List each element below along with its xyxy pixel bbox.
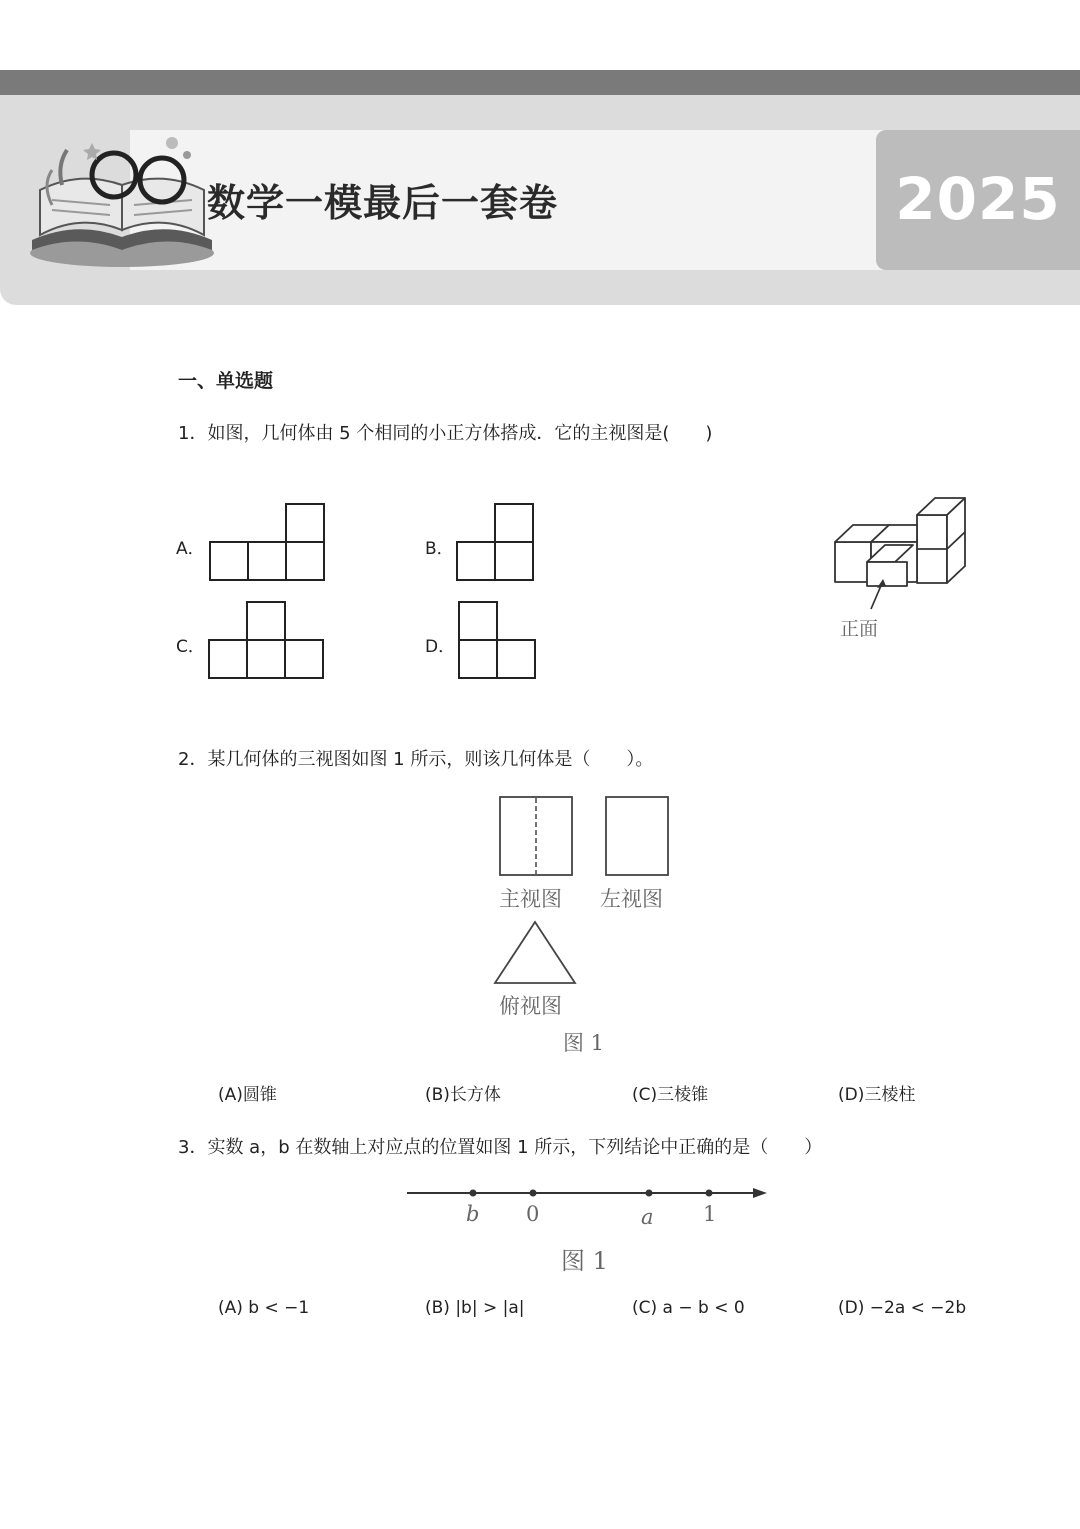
book-glasses-icon xyxy=(22,125,222,275)
question-1-stem: 1．如图，几何体由 5 个相同的小正方体搭成．它的主视图是( ) xyxy=(178,423,713,444)
question-2-stem: 2．某几何体的三视图如图 1 所示，则该几何体是（ ）。 xyxy=(178,749,654,770)
q3-axis-label-1: 1 xyxy=(703,1202,717,1226)
q3-figure-caption: 图 1 xyxy=(561,1247,608,1275)
q1-option-b-figure xyxy=(456,503,536,581)
q3-axis-label-0: 0 xyxy=(526,1202,540,1226)
q2-top-view-label: 俯视图 xyxy=(499,994,562,1018)
q2-front-view xyxy=(499,796,575,878)
year-text: 2025 xyxy=(895,165,1061,233)
q2-left-view xyxy=(605,796,671,878)
q2-option-a: (A)圆锥 xyxy=(218,1085,277,1105)
q3-number-line xyxy=(405,1183,770,1203)
q1-option-c-figure xyxy=(208,601,326,679)
q3-option-c: (C) a − b < 0 xyxy=(632,1298,745,1318)
q1-option-b-label: B． xyxy=(425,539,454,559)
q2-option-d: (D)三棱柱 xyxy=(838,1085,916,1105)
q2-front-view-label: 主视图 xyxy=(499,887,562,911)
question-3-stem: 3．实数 a，b 在数轴上对应点的位置如图 1 所示，下列结论中正确的是（ ） xyxy=(178,1137,823,1158)
section-title: 一、单选题 xyxy=(178,370,274,392)
q3-option-a: (A) b < −1 xyxy=(218,1298,310,1318)
q3-option-d: (D) −2a < −2b xyxy=(838,1298,967,1318)
header-top-bar xyxy=(0,70,1080,95)
q2-top-view xyxy=(493,920,577,986)
q1-option-d-label: D． xyxy=(425,637,456,657)
q2-option-b: (B)长方体 xyxy=(425,1085,501,1105)
q2-left-view-label: 左视图 xyxy=(600,887,663,911)
q1-option-a-figure xyxy=(209,503,327,581)
q1-solid-figure xyxy=(833,495,968,615)
q3-axis-label-a: a xyxy=(641,1205,654,1229)
q3-axis-label-b: b xyxy=(466,1202,480,1226)
q1-front-label: 正面 xyxy=(840,618,879,640)
q2-figure-caption: 图 1 xyxy=(563,1031,605,1055)
q2-option-c: (C)三棱锥 xyxy=(632,1085,709,1105)
q3-option-b: (B) |b| > |a| xyxy=(425,1298,525,1318)
page-title: 数学一模最后一套卷 xyxy=(207,181,559,225)
q1-option-c-label: C． xyxy=(176,637,205,657)
q1-option-d-figure xyxy=(458,601,538,679)
q1-option-a-label: A． xyxy=(176,539,205,559)
